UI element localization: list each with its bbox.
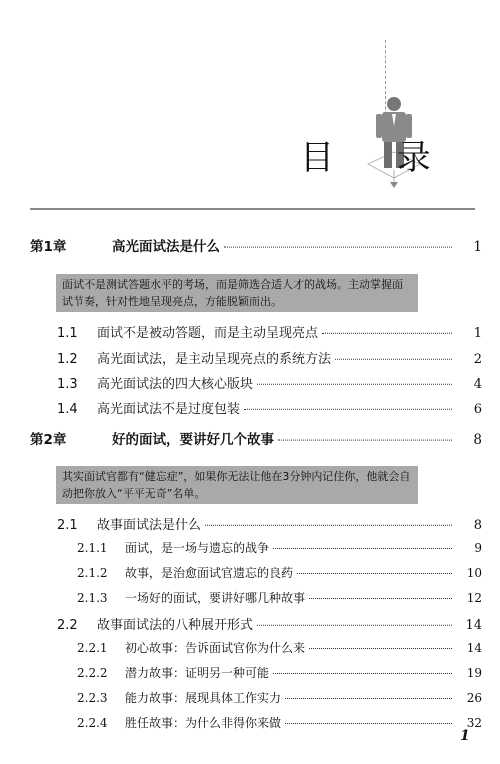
page-ref: 9 (474, 541, 482, 555)
toc-entry[interactable] (77, 564, 482, 581)
leader-dots (205, 516, 452, 526)
leader-dots (273, 665, 452, 674)
leader-dots (278, 430, 452, 440)
chapter-number: 第2章 (30, 432, 67, 448)
section-title: 一场好的面试，要讲好哪几种故事 (125, 591, 306, 605)
section-number: 1.3 (57, 377, 78, 392)
page-ref: 1 (473, 326, 482, 341)
section-title: 初心故事：告诉面试官你为什么来 (125, 641, 306, 655)
chapter-1-intro-highlight: 面试不是测试答题水平的考场，而是筛选合适人才的战场。主动掌握面试节奏，针对性地呈现亮点，方能脱颖而出。 (56, 274, 418, 312)
section-title: 高光面试法不是过度包装 (97, 402, 241, 417)
section-number: 1.2 (57, 352, 78, 367)
chapter-2-entry[interactable] (30, 428, 482, 448)
page-ref: 6 (473, 402, 482, 417)
leader-dots (297, 565, 452, 574)
chapter-number: 第1章 (30, 239, 67, 255)
leader-dots (335, 350, 452, 360)
toc-entry[interactable] (57, 398, 482, 417)
page-ref: 32 (466, 716, 482, 730)
section-title: 面试，是一场与遗忘的战争 (125, 541, 270, 555)
section-title: 高光面试法，是主动呈现亮点的系统方法 (97, 352, 332, 367)
section-number: 2.2.1 (77, 641, 108, 655)
chapter-1-entry[interactable] (30, 235, 482, 255)
leader-dots (273, 540, 452, 549)
page-ref: 12 (466, 591, 482, 605)
toc-entry[interactable] (77, 589, 482, 606)
section-number: 2.2.3 (77, 691, 108, 705)
section-title: 胜任故事：为什么非得你来做 (125, 716, 282, 730)
section-number: 2.1.1 (77, 541, 108, 555)
leader-dots (244, 400, 452, 410)
page-ref: 8 (473, 432, 482, 448)
section-title: 能力故事：展现具体工作实力 (125, 691, 282, 705)
section-title: 故事面试法的八种展开形式 (97, 618, 254, 633)
toc-entry[interactable] (77, 714, 482, 731)
section-title: 故事面试法是什么 (97, 518, 202, 533)
page-ref: 2 (473, 352, 482, 367)
leader-dots (285, 715, 452, 724)
page-ref: 19 (466, 666, 482, 680)
page-ref: 4 (473, 377, 482, 392)
toc-entry[interactable] (77, 639, 482, 656)
chapter-2-intro-highlight: 其实面试官都有“健忘症”，如果你无法让他在3分钟内记住你，他就会自动把你放入“平平无奇”名单。 (56, 466, 418, 504)
page-ref: 8 (473, 518, 482, 533)
leader-dots (257, 375, 452, 385)
leader-dots (309, 640, 452, 649)
toc-entry[interactable] (77, 689, 482, 706)
section-number: 2.2 (57, 618, 78, 633)
section-number: 2.1.3 (77, 591, 108, 605)
toc-entry[interactable] (57, 514, 482, 533)
folio-page-number: 1 (460, 728, 470, 744)
toc-entry[interactable] (57, 614, 482, 633)
header-divider (30, 208, 475, 210)
page-ref: 26 (466, 691, 482, 705)
section-number: 1.4 (57, 402, 78, 417)
toc-entry[interactable] (57, 373, 482, 392)
section-title: 高光面试法的四大核心版块 (97, 377, 254, 392)
section-title: 面试不是被动答题，而是主动呈现亮点 (97, 326, 319, 341)
page-ref: 1 (473, 239, 482, 255)
leader-dots (285, 690, 452, 699)
section-number: 2.2.2 (77, 666, 108, 680)
section-title: 故事，是治愈面试官遗忘的良药 (125, 566, 294, 580)
toc-title: 目 录 (300, 138, 457, 178)
toc-entry[interactable] (77, 539, 482, 556)
section-number: 2.2.4 (77, 716, 108, 730)
leader-dots (257, 616, 452, 626)
page-ref: 10 (466, 566, 482, 580)
chapter-title: 好的面试，要讲好几个故事 (112, 432, 274, 448)
section-number: 1.1 (57, 326, 78, 341)
leader-dots (322, 324, 452, 334)
leader-dots (224, 237, 452, 247)
toc-entry[interactable] (77, 664, 482, 681)
section-title: 潜力故事：证明另一种可能 (125, 666, 270, 680)
section-number: 2.1.2 (77, 566, 108, 580)
section-number: 2.1 (57, 518, 78, 533)
leader-dots (309, 590, 452, 599)
page-ref: 14 (465, 618, 482, 633)
toc-entry[interactable] (57, 322, 482, 341)
page-ref: 14 (466, 641, 482, 655)
chapter-title: 高光面试法是什么 (112, 239, 220, 255)
toc-entry[interactable] (57, 348, 482, 367)
